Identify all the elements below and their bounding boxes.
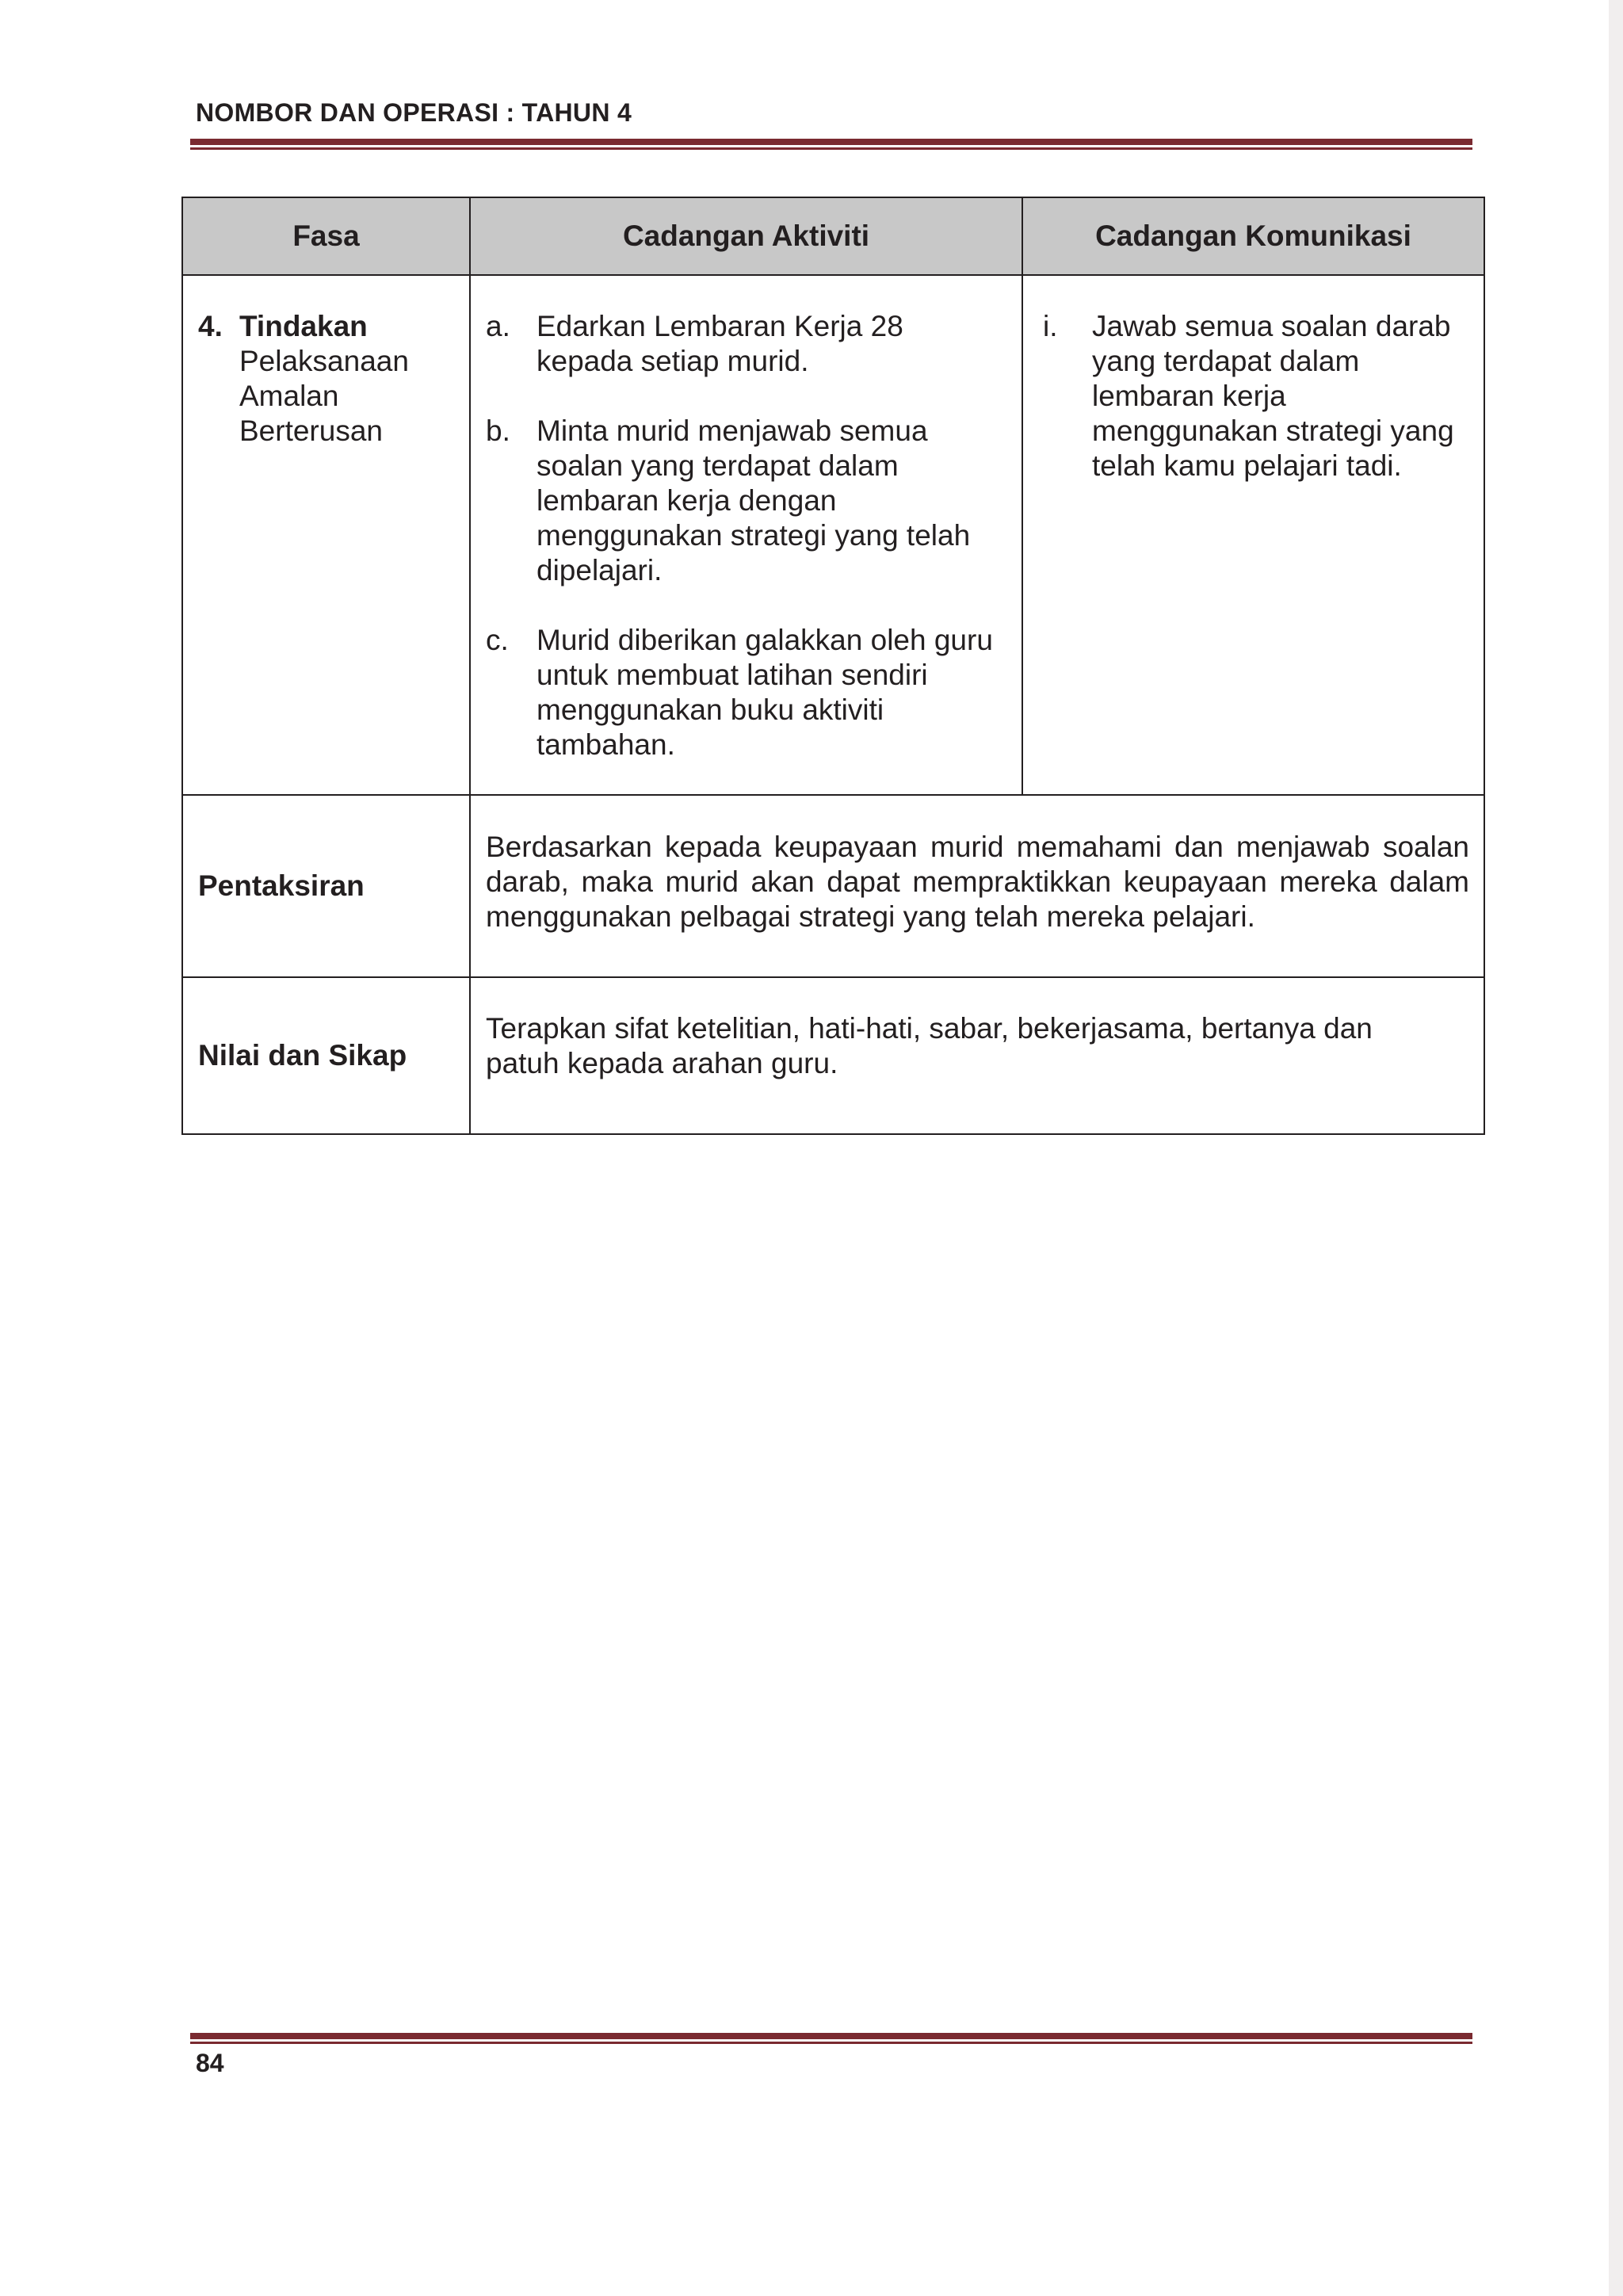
phase-row bbox=[182, 275, 1484, 795]
table-header-row bbox=[182, 197, 1484, 275]
phase-number: 4. bbox=[198, 310, 223, 342]
phase-title-line bbox=[198, 309, 461, 344]
communication-item bbox=[1043, 309, 1468, 483]
assessment-label: Pentaksiran bbox=[182, 795, 470, 977]
communication-marker: i. bbox=[1043, 310, 1058, 342]
activity-marker: c. bbox=[486, 624, 509, 656]
activity-marker: b. bbox=[486, 415, 510, 447]
page-header-title: NOMBOR DAN OPERASI : TAHUN 4 bbox=[196, 98, 632, 127]
activity-marker: a. bbox=[486, 310, 510, 342]
page-number: 84 bbox=[196, 2049, 224, 2077]
phase-subtitle-line: Amalan bbox=[239, 380, 339, 412]
activity-text: Minta murid menjawab semua soalan yang terdapat dalam lembaran kerja dengan menggunakan strategi yang telah dipelajari. bbox=[537, 415, 971, 586]
phase-subtitle-line: Pelaksanaan bbox=[239, 345, 409, 377]
communication-cell bbox=[1022, 275, 1484, 795]
values-label: Nilai dan Sikap bbox=[182, 977, 470, 1134]
activity-text: Murid diberikan galakkan oleh guru untuk membuat latihan sendiri menggunakan buku aktiviti tambahan. bbox=[537, 624, 993, 761]
assessment-row bbox=[182, 795, 1484, 977]
phase-cell bbox=[182, 275, 470, 795]
footer-rule bbox=[190, 2033, 1472, 2044]
assessment-text: Berdasarkan kepada keupayaan murid memahami dan menjawab soalan darab, maka murid akan dapat mempraktikkan keupayaan mereka dalam menggunakan pelbagai strategi yang telah mereka pelajari. bbox=[470, 795, 1484, 977]
header-cadangan-aktiviti: Cadangan Aktiviti bbox=[470, 197, 1022, 275]
header-cadangan-komunikasi: Cadangan Komunikasi bbox=[1022, 197, 1484, 275]
header-rule bbox=[190, 139, 1472, 150]
phase-subtitle-line: Berterusan bbox=[239, 415, 383, 447]
values-row bbox=[182, 977, 1484, 1134]
header-fasa: Fasa bbox=[182, 197, 470, 275]
activities-cell bbox=[470, 275, 1022, 795]
values-text-content: Terapkan sifat ketelitian, hati-hati, sabar, bekerjasama, bertanya dan patuh kepada arahan guru. bbox=[486, 1012, 1373, 1079]
phase-title: Tindakan bbox=[239, 310, 368, 342]
lesson-table bbox=[181, 197, 1485, 1135]
page-edge-shading bbox=[1609, 0, 1623, 2296]
activity-text: Edarkan Lembaran Kerja 28 kepada setiap murid. bbox=[537, 310, 903, 377]
values-text bbox=[470, 977, 1484, 1134]
activity-item bbox=[486, 414, 1006, 588]
communication-text: Jawab semua soalan darab yang terdapat dalam lembaran kerja menggunakan strategi yang telah kamu pelajari tadi. bbox=[1092, 310, 1454, 482]
activity-item bbox=[486, 623, 1006, 762]
activity-item bbox=[486, 309, 1006, 379]
